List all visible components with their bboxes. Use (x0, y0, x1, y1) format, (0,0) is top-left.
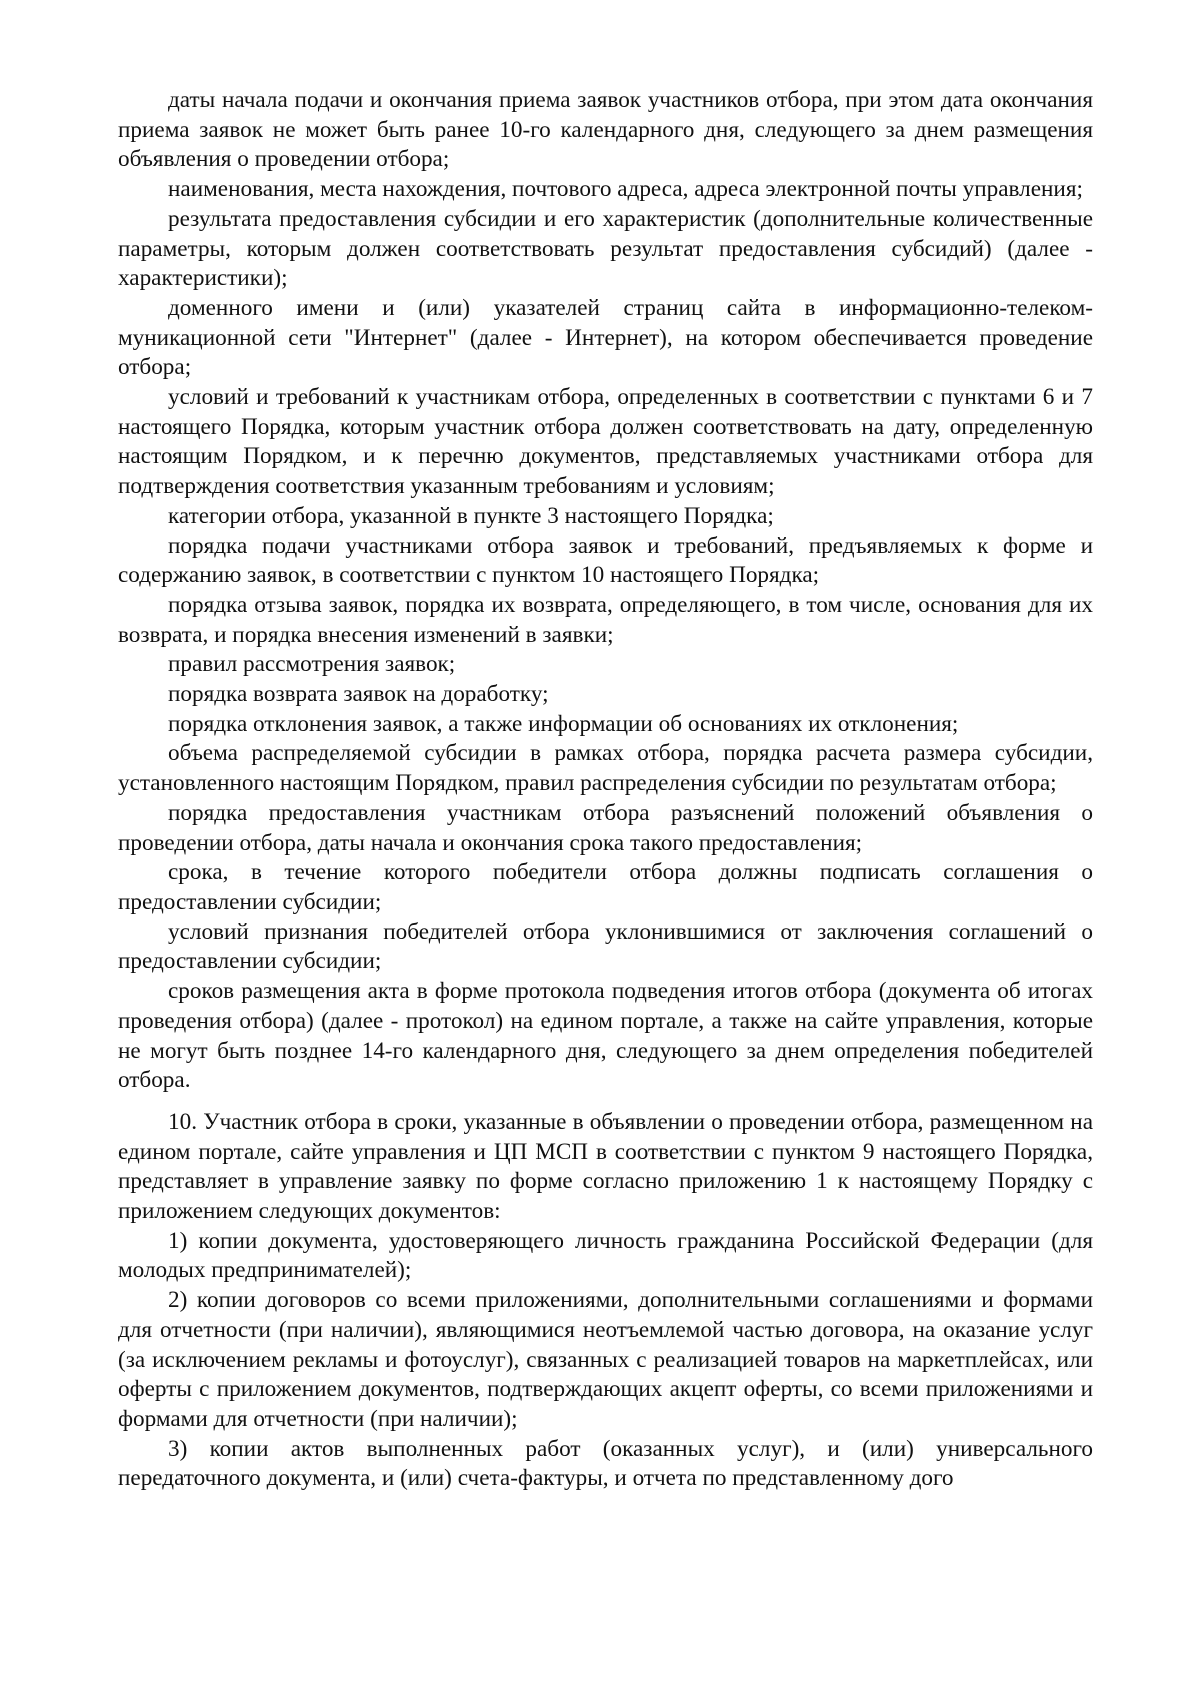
paragraph-item-10: 10. Участник отбора в сроки, указанные в объявлении о проведении отбора, размещенном на едином портале, сайте управления и ЦП МСП в соответствии с пунктом 9 настоящего Порядка, представляет в управление заявку по форме согласно приложению 1 к настоящему Порядку с приложением следующих документов: (118, 1108, 1093, 1225)
paragraph-subitem-3: 3) копии актов выполненных работ (оказанных услуг), и (или) универсального передаточного документа, и (или) счета-фактуры, и отчета по представленному дого (118, 1435, 1093, 1492)
paragraph-subitem-1: 1) копии документа, удостоверяющего личность гражданина Российской Федерации (для молодых предпринимателей); (118, 1227, 1093, 1284)
document-page (118, 86, 1093, 1494)
paragraph-review-rules: правил рассмотрения заявок; (168, 651, 456, 678)
paragraph-subitem-2: 2) копии договоров со всеми приложениями, дополнительными соглашениями и формами для отчетности (при наличии), являющимися неотъемлемой частью договора, на оказание услуг (за исключением рекламы и фотоуслуг), связанных с реализацией товаров на маркетплейсах, или оферты с приложением документов, подтверждающих акцепт оферты, со всеми приложениями и формами для отчетности (при наличии); (118, 1287, 1093, 1432)
paragraph-protocol: сроков размещения акта в форме протокола подведения итогов отбора (документа об итогах проведения отбора) (далее - протокол) на едином портале, а также на сайте управления, которые не могут быть позднее 14-го календарного дня, следующего за днем определения победителей отбора. (118, 978, 1093, 1094)
paragraph-evasion: условий признания победителей отбора уклонившимися от заключения соглашений о предоставлении субсидии; (118, 918, 1093, 975)
paragraph-subsidy-volume: объема распределяемой субсидии в рамках отбора, порядка расчета размера субсидии, установленного настоящим Порядком, правил распределения субсидии по результатам отбора; (118, 740, 1093, 797)
paragraph-rework: порядка возврата заявок на доработку; (168, 681, 549, 708)
paragraph-clarifications: порядка предоставления участникам отбора разъяснений положений объявления о проведении отбора, даты начала и окончания срока такого предоставления; (118, 799, 1093, 856)
paragraph-rejection: порядка отклонения заявок, а также информации об основаниях их отклонения; (168, 710, 959, 737)
paragraph-name-address: наименования, места нахождения, почтового адреса, адреса электронной почты управления; (168, 176, 1083, 203)
paragraph-domain: доменного имени и (или) указателей страниц сайта в информационно-телекоммуникационной сети "Интернет" (далее - Интернет), на котором обеспечивается проведение отбора; (118, 294, 1093, 381)
paragraph-withdrawal: порядка отзыва заявок, порядка их возврата, определяющего, в том числе, основания для их возврата, и порядка внесения изменений в заявки; (118, 591, 1093, 648)
paragraph-signing-term: срока, в течение которого победители отбора должны подписать соглашения о предоставлении субсидии; (118, 859, 1093, 915)
paragraph-dates: даты начала подачи и окончания приема заявок участников отбора, при этом дата окончания приема заявок не может быть ранее 10-го календарного дня, следующего за днем размещения объявления о проведении отбора; (118, 87, 1093, 173)
paragraph-category: категории отбора, указанной в пункте 3 настоящего Порядка; (168, 502, 774, 529)
paragraph-result: результата предоставления субсидии и его характеристик (дополнительные количественные параметры, которым должен соответствовать результат предоставления субсидий) (далее - характеристики); (118, 205, 1093, 292)
paragraph-submission-order: порядка подачи участниками отбора заявок и требований, предъявляемых к форме и содержанию заявок, в соответствии с пунктом 10 настоящего Порядка; (118, 532, 1093, 589)
paragraph-conditions: условий и требований к участникам отбора, определенных в соответствии с пунктами 6 и 7 настоящего Порядка, которым участник отбора должен соответствовать на дату, определенную настоящим Порядком, и к перечню документов, представляемых участниками отбора для подтверждения соответствия указанным требованиям и условиям; (118, 384, 1093, 500)
